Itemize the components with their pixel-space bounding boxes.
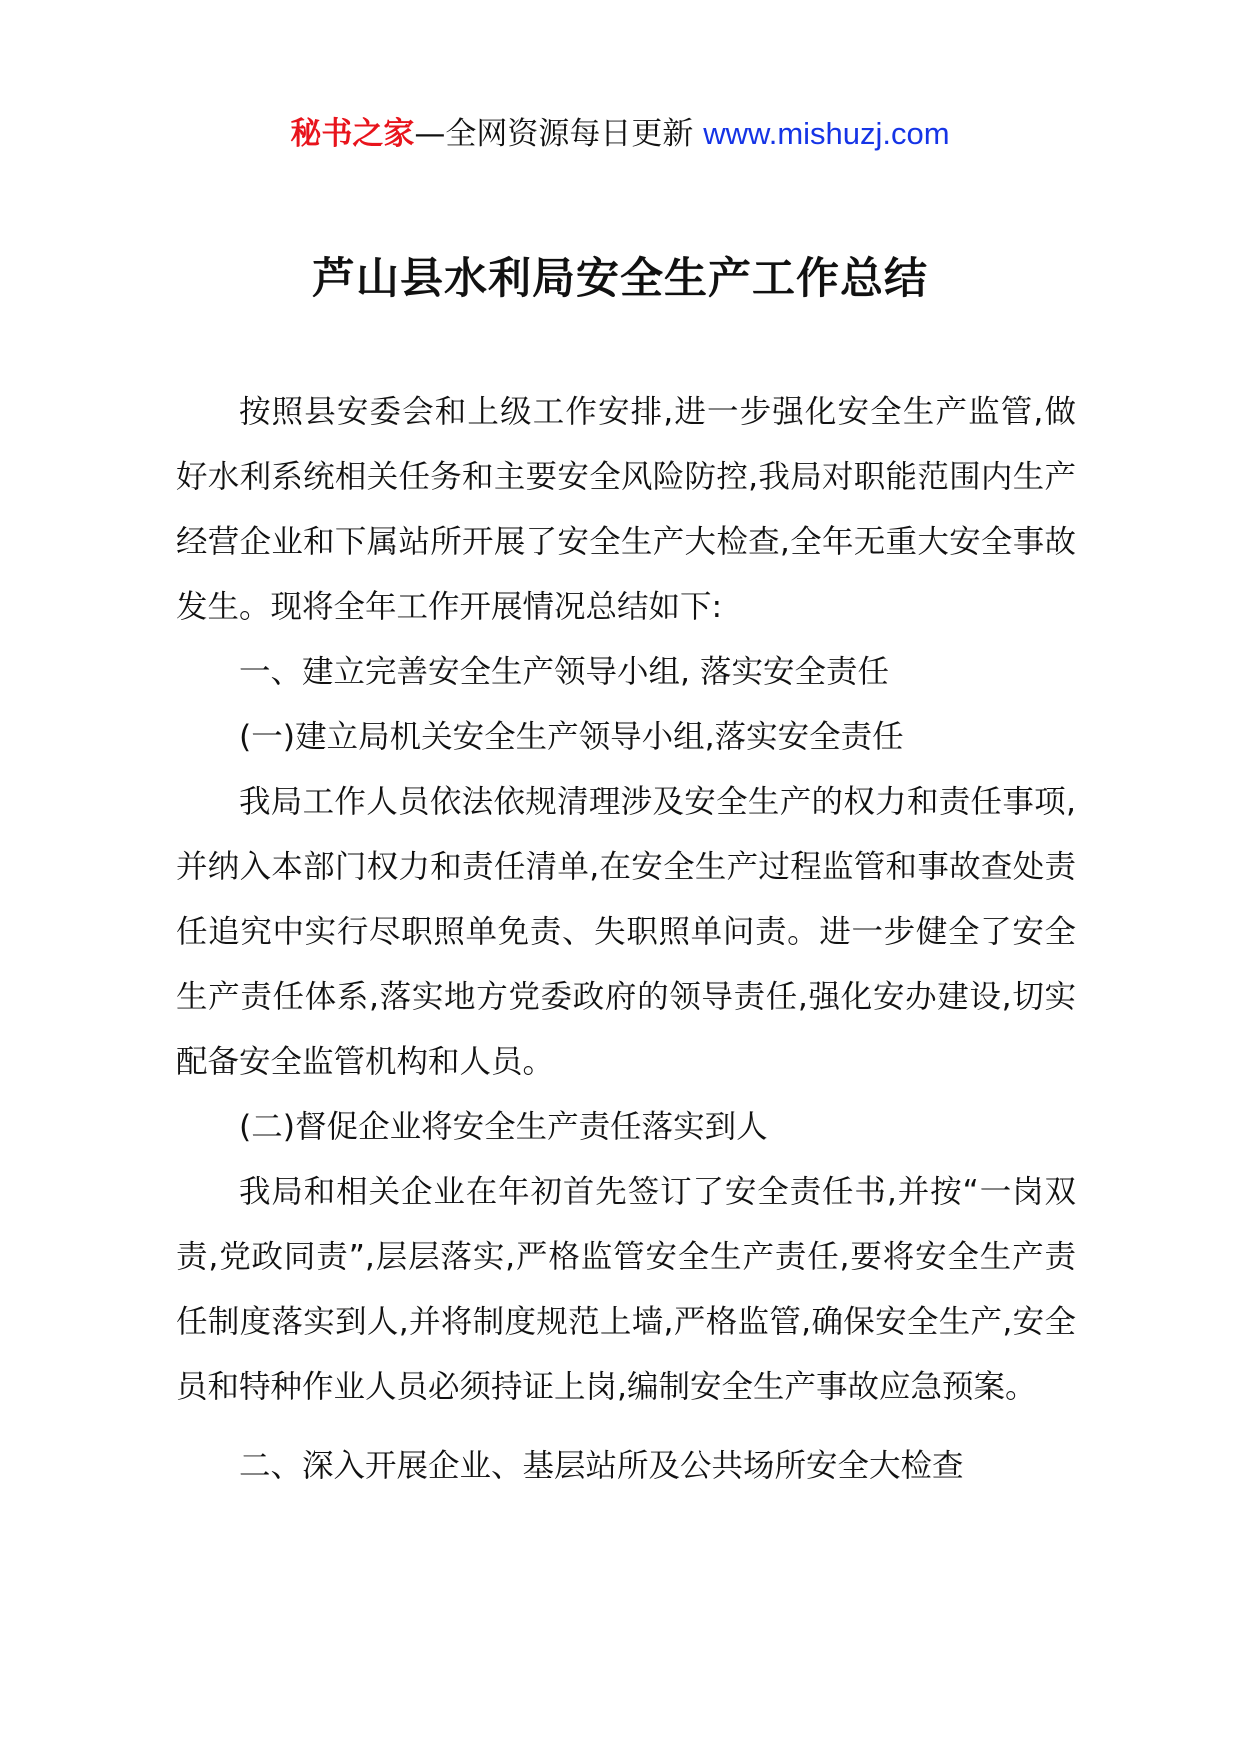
intro-paragraph: 按照县安委会和上级工作安排,进一步强化安全生产监管,做好水利系统相关任务和主要安全风险防控,我局对职能范围内生产经营企业和下属站所开展了安全生产大检查,全年无重大安全事故发生。现将全年工作开展情况总结如下: [176,394,1076,625]
subsection-paragraph-1: 我局工作人员依法依规清理涉及安全生产的权力和责任事项,并纳入本部门权力和责任清单,在安全生产过程监管和事故查处责任追究中实行尽职照单免责、失职照单问责。进一步健全了安全生产责任体系,落实地方党委政府的领导责任,强化安办建设,切实配备安全监管机构和人员。 [176,784,1076,1080]
site-url: www.mishuzj.com [703,116,950,151]
section-heading-1: 一、建立完善安全生产领导小组, 落实安全责任 [239,654,890,690]
section-heading-2: 二、深入开展企业、基层站所及公共场所安全大检查 [239,1448,964,1484]
subsection-heading-2: (二)督促企业将安全生产责任落实到人 [239,1109,768,1145]
site-header [0,112,1240,156]
subsection-paragraph-2: 我局和相关企业在年初首先签订了安全责任书,并按“一岗双责,党政同责”,层层落实,严格监管安全生产责任,要将安全生产责任制度落实到人,并将制度规范上墙,严格监管,确保安全生产,安全员和特种作业人员必须持证上岗,编制安全生产事故应急预案。 [176,1174,1076,1405]
document-title: 芦山县水利局安全生产工作总结 [312,254,928,304]
subsection-heading-1: (一)建立局机关安全生产领导小组,落实安全责任 [239,719,904,755]
header-tagline: —全网资源每日更新 [414,116,704,152]
brand-name: 秘书之家 [290,116,415,152]
document-body [176,380,1076,1499]
